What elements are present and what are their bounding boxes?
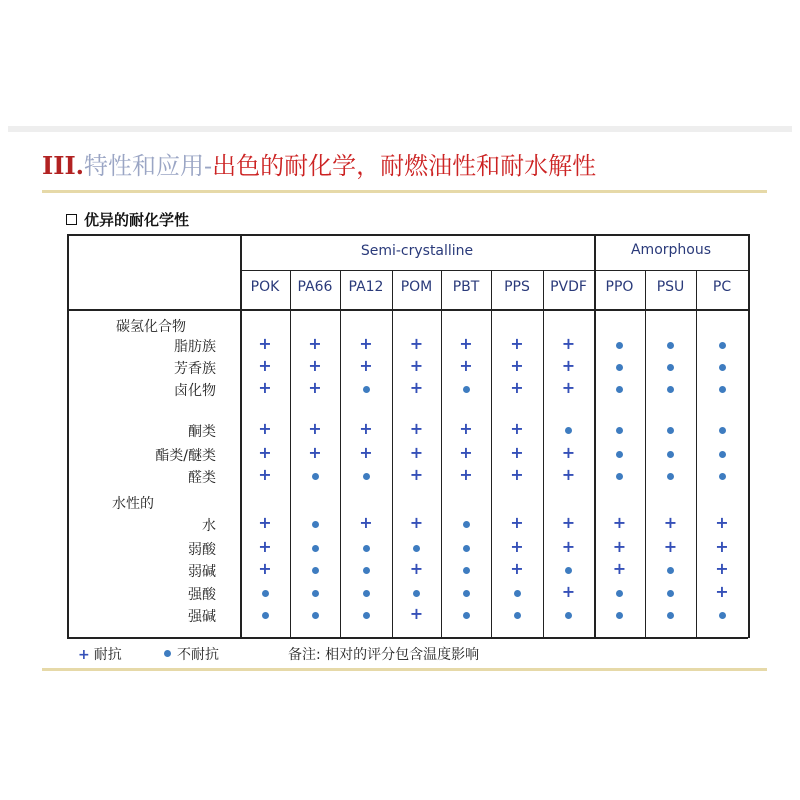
not-resistant-dot-icon xyxy=(262,612,269,619)
not-resistant-dot-icon xyxy=(719,612,726,619)
not-resistant-dot-icon xyxy=(363,473,370,480)
section-heading-text: 优异的耐化学性 xyxy=(84,211,190,229)
column-line xyxy=(696,270,697,637)
resistant-plus-icon: + xyxy=(510,356,524,375)
resistant-plus-icon: + xyxy=(459,356,473,375)
column-header-pbt: PBT xyxy=(452,279,480,295)
resistant-plus-icon: + xyxy=(409,356,424,375)
resistant-plus-icon: + xyxy=(715,537,729,556)
resistant-plus-icon: + xyxy=(258,356,272,375)
column-line xyxy=(392,270,393,637)
resistant-plus-icon: + xyxy=(510,465,524,484)
table-border-left xyxy=(67,234,69,637)
column-line xyxy=(645,270,646,637)
resistant-plus-icon: + xyxy=(359,419,373,438)
resistant-plus-icon: + xyxy=(510,559,524,578)
not-resistant-dot-icon xyxy=(667,427,674,434)
resistant-plus-icon: + xyxy=(612,559,627,578)
not-resistant-dot-icon xyxy=(363,590,370,597)
row-group-label: 水性的 xyxy=(112,496,154,512)
legend-not-resistant-label: 不耐抗 xyxy=(177,647,219,663)
resistant-plus-icon: + xyxy=(459,419,473,438)
not-resistant-dot-icon xyxy=(667,451,674,458)
not-resistant-dot-icon xyxy=(667,364,674,371)
group-header-amorphous: Amorphous xyxy=(630,242,712,258)
table-border-bottom xyxy=(67,637,748,639)
column-line xyxy=(441,270,442,637)
column-line xyxy=(543,270,544,637)
resistant-plus-icon: + xyxy=(409,378,424,397)
not-resistant-dot-icon xyxy=(413,545,420,552)
resistant-plus-icon: + xyxy=(409,443,424,462)
resistant-plus-icon: + xyxy=(510,378,524,397)
resistant-plus-icon: + xyxy=(258,334,272,353)
not-resistant-dot-icon xyxy=(616,427,623,434)
not-resistant-dot-icon xyxy=(363,545,370,552)
not-resistant-dot-icon xyxy=(616,473,623,480)
row-label: 酮类 xyxy=(188,424,216,440)
resistant-plus-icon: + xyxy=(561,378,576,397)
resistant-plus-icon: + xyxy=(561,537,576,556)
not-resistant-dot-icon xyxy=(413,590,420,597)
row-label: 水 xyxy=(202,518,216,534)
resistant-plus-icon: + xyxy=(409,513,424,532)
resistant-plus-icon: + xyxy=(409,559,424,578)
column-header-pa12: PA12 xyxy=(348,279,384,295)
not-resistant-dot-icon xyxy=(514,590,521,597)
row-label: 醛类 xyxy=(188,470,216,486)
not-resistant-dot-icon xyxy=(363,386,370,393)
not-resistant-dot-icon xyxy=(312,545,319,552)
resistant-plus-icon: + xyxy=(561,334,576,353)
resistant-plus-icon: + xyxy=(612,513,627,532)
resistant-plus-icon: + xyxy=(409,334,424,353)
column-header-pa66: PA66 xyxy=(297,279,333,295)
column-line xyxy=(290,270,291,637)
resistant-plus-icon: + xyxy=(510,513,524,532)
title-underline xyxy=(42,190,767,193)
resistant-plus-icon: + xyxy=(663,513,678,532)
header-divider xyxy=(240,270,748,271)
column-header-pps: PPS xyxy=(504,279,530,295)
not-resistant-dot-icon xyxy=(616,451,623,458)
resistant-plus-icon: + xyxy=(715,559,729,578)
resistant-plus-icon: + xyxy=(308,334,322,353)
resistant-plus-icon: + xyxy=(715,582,729,601)
resistant-plus-icon: + xyxy=(258,419,272,438)
not-resistant-dot-icon xyxy=(312,567,319,574)
resistant-plus-icon: + xyxy=(510,419,524,438)
column-header-pvdf: PVDF xyxy=(550,279,587,295)
resistant-plus-icon: + xyxy=(258,513,272,532)
not-resistant-dot-icon xyxy=(667,567,674,574)
bottom-rule xyxy=(42,668,767,671)
resistant-plus-icon: + xyxy=(258,559,272,578)
column-header-pok: POK xyxy=(250,279,280,295)
not-resistant-dot-icon xyxy=(463,545,470,552)
not-resistant-dot-icon xyxy=(262,590,269,597)
not-resistant-dot-icon xyxy=(616,612,623,619)
resistant-plus-icon: + xyxy=(359,356,373,375)
not-resistant-dot-icon xyxy=(514,612,521,619)
row-label: 酯类/醚类 xyxy=(155,448,216,464)
resistant-plus-icon: + xyxy=(359,334,373,353)
not-resistant-dot-icon xyxy=(719,451,726,458)
legend-resistant-label: 耐抗 xyxy=(93,647,122,663)
resistant-plus-icon: + xyxy=(459,465,473,484)
not-resistant-dot-icon xyxy=(565,567,572,574)
column-line xyxy=(491,270,492,637)
resistant-plus-icon: + xyxy=(459,443,473,462)
not-resistant-dot-icon xyxy=(312,612,319,619)
row-label: 强酸 xyxy=(188,587,216,603)
resistant-plus-icon: + xyxy=(308,356,322,375)
resistant-plus-icon: + xyxy=(308,443,322,462)
column-line xyxy=(340,270,341,637)
not-resistant-dot-icon xyxy=(616,590,623,597)
row-label: 卤化物 xyxy=(174,383,216,399)
resistant-plus-icon: + xyxy=(459,334,473,353)
row-label: 脂肪族 xyxy=(174,339,216,355)
group-header-semi-crystalline: Semi-crystalline xyxy=(360,243,474,259)
dot-mark-icon xyxy=(164,650,171,657)
resistant-plus-icon: + xyxy=(561,582,576,601)
not-resistant-dot-icon xyxy=(616,364,623,371)
not-resistant-dot-icon xyxy=(363,612,370,619)
resistant-plus-icon: + xyxy=(612,537,627,556)
checkbox-bullet-icon xyxy=(66,214,77,225)
column-line xyxy=(240,234,242,637)
resistant-plus-icon: + xyxy=(409,419,424,438)
row-label: 芳香族 xyxy=(174,361,216,377)
resistant-plus-icon: + xyxy=(258,443,272,462)
column-line xyxy=(594,234,596,637)
resistant-plus-icon: + xyxy=(561,513,576,532)
resistant-plus-icon: + xyxy=(663,537,678,556)
row-label: 弱酸 xyxy=(188,542,216,558)
column-header-ppo: PPO xyxy=(605,279,634,295)
not-resistant-dot-icon xyxy=(667,386,674,393)
slide-title-main: 出色的耐化学，耐燃油性和耐水解性 xyxy=(212,152,597,180)
not-resistant-dot-icon xyxy=(719,364,726,371)
not-resistant-dot-icon xyxy=(719,342,726,349)
resistant-plus-icon: + xyxy=(258,465,272,484)
table-border-top xyxy=(67,234,748,236)
not-resistant-dot-icon xyxy=(312,521,319,528)
resistant-plus-icon: + xyxy=(561,465,576,484)
slide-title-number: III. xyxy=(42,151,85,180)
resistant-plus-icon: + xyxy=(258,378,272,397)
resistant-plus-icon: + xyxy=(409,465,424,484)
resistant-plus-icon: + xyxy=(359,513,373,532)
not-resistant-dot-icon xyxy=(565,427,572,434)
section-heading xyxy=(66,209,189,231)
not-resistant-dot-icon xyxy=(463,590,470,597)
slide-title-subtitle: 特性和应用- xyxy=(84,152,213,180)
resistant-plus-icon: + xyxy=(510,334,524,353)
column-header-pom: POM xyxy=(400,279,433,295)
resistant-plus-icon: + xyxy=(308,419,322,438)
not-resistant-dot-icon xyxy=(312,590,319,597)
row-group-label: 碳氢化合物 xyxy=(116,319,186,335)
not-resistant-dot-icon xyxy=(463,612,470,619)
not-resistant-dot-icon xyxy=(463,386,470,393)
resistant-plus-icon: + xyxy=(510,537,524,556)
not-resistant-dot-icon xyxy=(667,473,674,480)
table-border-right xyxy=(748,234,750,638)
not-resistant-dot-icon xyxy=(667,342,674,349)
slide-title xyxy=(42,146,596,186)
resistant-plus-icon: + xyxy=(510,443,524,462)
column-header-pc: PC xyxy=(712,279,732,295)
resistant-plus-icon: + xyxy=(359,443,373,462)
resistant-plus-icon: + xyxy=(258,537,272,556)
row-label: 强碱 xyxy=(188,609,216,625)
not-resistant-dot-icon xyxy=(565,612,572,619)
legend-resistant xyxy=(78,645,122,665)
not-resistant-dot-icon xyxy=(667,612,674,619)
not-resistant-dot-icon xyxy=(616,342,623,349)
resistant-plus-icon: + xyxy=(561,443,576,462)
legend-note: 备注: 相对的评分包含温度影响 xyxy=(288,647,480,663)
resistant-plus-icon: + xyxy=(715,513,729,532)
not-resistant-dot-icon xyxy=(719,427,726,434)
resistant-plus-icon: + xyxy=(409,604,424,623)
column-header-psu: PSU xyxy=(656,279,685,295)
row-label: 弱碱 xyxy=(188,564,216,580)
header-bottom-line xyxy=(67,309,748,311)
not-resistant-dot-icon xyxy=(312,473,319,480)
resistant-plus-icon: + xyxy=(561,356,576,375)
not-resistant-dot-icon xyxy=(616,386,623,393)
not-resistant-dot-icon xyxy=(363,567,370,574)
not-resistant-dot-icon xyxy=(719,473,726,480)
resistant-plus-icon: + xyxy=(308,378,322,397)
not-resistant-dot-icon xyxy=(667,590,674,597)
plus-mark-icon: + xyxy=(78,647,90,663)
legend-not-resistant xyxy=(164,645,219,665)
not-resistant-dot-icon xyxy=(463,521,470,528)
slide-top-band xyxy=(8,126,792,132)
not-resistant-dot-icon xyxy=(463,567,470,574)
not-resistant-dot-icon xyxy=(719,386,726,393)
